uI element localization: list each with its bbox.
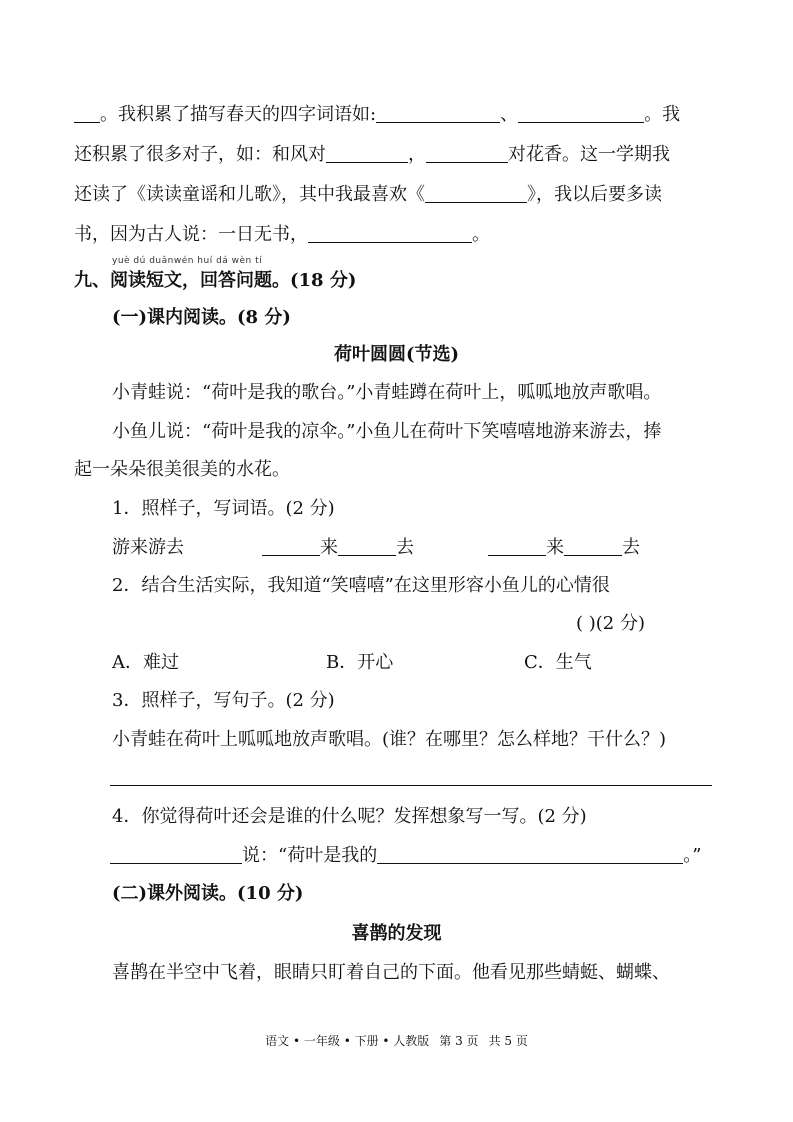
passage-title: 喜鹊的发现 [351,923,442,944]
blank[interactable] [262,537,320,556]
passage-paragraph: 喜鹊在半空中飞着，眼睛只盯着自己的下面。他看见那些蜻蜓、蝴蝶、 [112,962,670,983]
footer-page-number: 第 3 页 [439,1034,479,1048]
footer-subject: 语文 • 一年级 • 下册 • 人教版 [265,1034,430,1048]
word-blank-2 [488,536,640,560]
question-2: 2．结合生活实际，我知道“笑嘻嘻”在这里形容小鱼儿的心情很 [112,575,610,596]
blank[interactable] [425,184,527,203]
text: 》，我以后要多读 [527,184,662,205]
passage-paragraph: 起一朵朵很美很美的水花。 [74,459,290,480]
passage-paragraph: 小鱼儿说：“荷叶是我的凉伞。”小鱼儿在荷叶下笑嘻嘻地游来游去，捧 [112,421,662,442]
word-blank-1 [262,536,414,560]
blank[interactable] [326,144,408,163]
answer-line[interactable] [110,785,712,786]
text: 书，因为古人说：一日无书， [74,224,308,245]
question-1: 1．照样子，写词语。(2 分) [112,498,335,519]
section-title-wrap [110,256,357,293]
section-heading [74,256,357,293]
text: 。我 [644,104,681,125]
text: 。我积累了描写春天的四字词语如: [100,104,377,125]
question-4: 4．你觉得荷叶还会是谁的什么呢？发挥想象写一写。(2 分) [112,806,587,827]
section-title: 阅读短文，回答问题。(18 分) [110,270,357,291]
option-b[interactable]: B．开心 [326,652,394,673]
blank[interactable] [376,104,500,123]
question-3: 3．照样子，写句子。(2 分) [112,690,335,711]
answer-parentheses[interactable]: ( )(2 分) [576,613,645,634]
section-number: 九、 [74,270,110,291]
option-c[interactable]: C．生气 [524,652,592,673]
text: ， [408,144,426,165]
blank[interactable] [518,104,644,123]
example-word: 游来游去 [112,537,184,558]
passage-title: 荷叶圆圆(节选) [333,344,460,365]
text: 来 [546,537,564,558]
blank[interactable] [564,537,622,556]
text: 还积累了很多对子，如：和风对 [74,144,326,165]
example-sentence: 小青蛙在荷叶上呱呱地放声歌唱。(谁？在哪里？怎么样地？干什么？) [112,729,667,750]
blank[interactable] [488,537,546,556]
text: 、 [500,104,519,125]
footer-total-pages: 共 5 页 [488,1034,528,1048]
text: 去 [622,537,640,558]
text: 。” [683,845,702,866]
pinyin-annotation: yuè dú duǎnwén huí dá wèn tí [112,256,263,266]
blank[interactable] [338,537,396,556]
q4-answer-line [110,844,701,868]
blank[interactable] [426,144,508,163]
fill-line-3 [74,183,662,207]
fill-line-4 [74,223,490,247]
option-a[interactable]: A．难过 [112,652,179,673]
text: 去 [396,537,414,558]
part-heading: (一)课内阅读。(8 分) [112,307,291,328]
text: 还读了《读读童谣和儿歌》，其中我最喜欢《 [74,184,425,205]
text: 对花香。这一学期我 [508,144,670,165]
blank[interactable] [74,104,100,123]
blank[interactable] [377,845,683,864]
part-heading: (二)课外阅读。(10 分) [112,883,304,904]
text: 来 [320,537,338,558]
blank[interactable] [110,845,242,864]
page-footer [0,1032,793,1049]
fill-line-2 [74,143,670,167]
passage-paragraph: 小青蛙说：“荷叶是我的歌台。”小青蛙蹲在荷叶上，呱呱地放声歌唱。 [112,382,662,403]
text: 说：“荷叶是我的 [242,845,378,866]
fill-line-1 [74,103,680,127]
blank[interactable] [308,224,472,243]
text: 。 [472,224,490,245]
